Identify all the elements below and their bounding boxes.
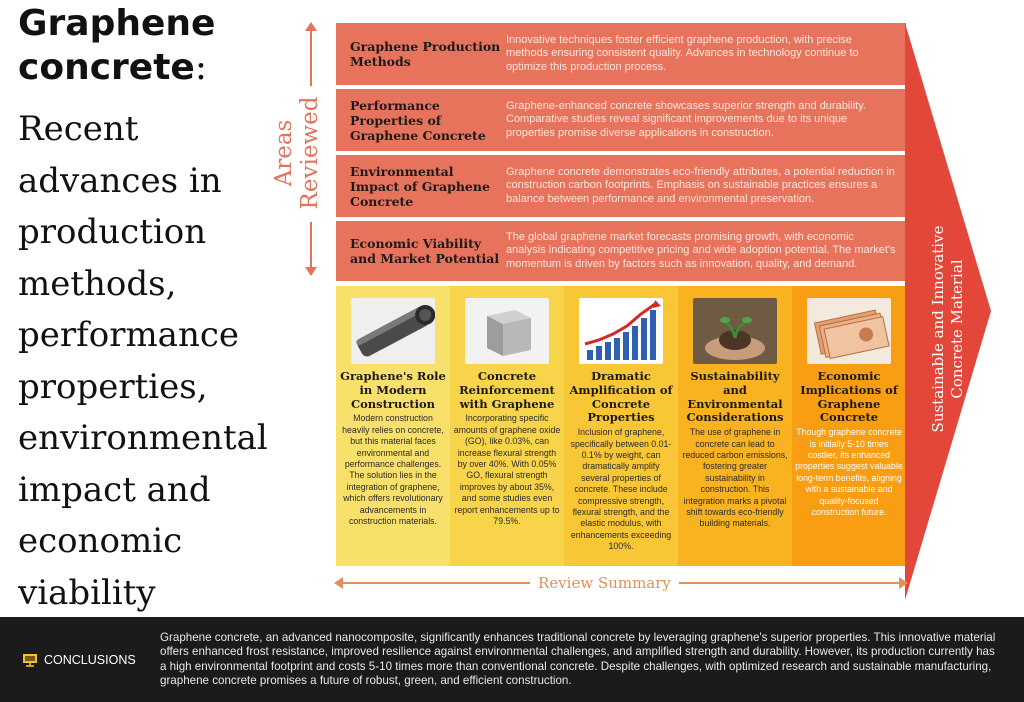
area-title: Environmental Impact of Graphene Concrete (350, 163, 490, 209)
subtitle-line: Recent (18, 109, 139, 149)
summary-body: Inclusion of graphene, specifically between 0.01-0.1% by weight, can dramatically amplify several properties of concrete. These include compressive strength, flexural strength, and the elastic modulus, with enhancements exceeding 100%. (570, 427, 672, 552)
subtitle-line: performance (18, 315, 240, 355)
summary-body: Though graphene concrete is initially 5-10 times costlier, its enhanced properties suggest valuable long-term benefits, aligning with a sustainable and quality-focused construction future. (795, 427, 903, 518)
areas-reviewed-label (262, 88, 332, 218)
down-arrow-icon (310, 222, 312, 272)
conclusions-bar (0, 617, 1024, 702)
growth-chart-image (579, 298, 663, 364)
subtitle-line: environmental (18, 418, 268, 458)
sustainable-material-arrow (905, 23, 991, 600)
review-summary-panel (336, 286, 906, 566)
area-description: The global graphene market forecasts promising growth, with economic analysis indicating competitive pricing and wide adoption potential. The market's momentum is driven by factors such as innovation, quality, and demand. (506, 230, 896, 270)
area-row-environmental (336, 155, 906, 217)
area-title: Graphene Production Methods (350, 39, 501, 69)
area-row-production (336, 23, 906, 85)
area-title: Performance Properties of Graphene Concrete (350, 97, 486, 143)
subtitle-line: properties, (18, 366, 208, 407)
summary-column-economic (792, 286, 906, 566)
arrow-label-line-2: Concrete Material (948, 259, 966, 399)
summary-column-amplification (564, 286, 678, 566)
subtitle-line: impact and (18, 469, 211, 510)
title-word-concrete: concrete (18, 47, 195, 88)
area-title: Economic Viability and Market Potential (350, 236, 500, 266)
summary-title: Sustainability and Environmental Considerations (686, 369, 784, 425)
conclusions-heading (0, 653, 160, 667)
summary-title: Concrete Reinforcement with Graphene (459, 369, 555, 411)
summary-body: Modern construction heavily relies on concrete, but this material faces environmental and performance challenges. The solution lies in the integration of graphene, which offers revolutionary advancements in construction materials. (342, 413, 444, 527)
concrete-cube-image (465, 298, 549, 364)
areas-list (336, 23, 906, 285)
areas-label-line-1: Areas (271, 119, 297, 187)
area-description: Innovative techniques foster efficient graphene production, with precise methods ensuring consistent quality. Advances in technology continue to optimize this production process. (506, 33, 859, 73)
summary-column-role (336, 286, 450, 566)
summary-title: Dramatic Amplification of Concrete Properties (569, 369, 673, 425)
subtitle-line: viability (18, 572, 156, 613)
summary-column-sustainability (678, 286, 792, 566)
up-arrow-icon (310, 26, 312, 86)
presentation-board-icon (22, 653, 38, 666)
title-line-2 (18, 46, 318, 90)
page-title (18, 2, 318, 90)
area-description: Graphene concrete demonstrates eco-friendly attributes, a potential reduction in construction carbon footprints. Emphasis on sustainable practices ensures a balance between performance and environmental preservation. (506, 165, 895, 205)
conclusions-label: CONCLUSIONS (44, 652, 136, 667)
area-description: Graphene-enhanced concrete showcases superior strength and durability. Comparative studies reveal significant improvements due to its unique properties promise diverse applications in construction. (506, 99, 866, 139)
summary-body: The use of graphene in concrete can lead to reduced carbon emissions, fostering greater sustainability in construction. This integration marks a pivotal shift towards eco-friendly building materials. (682, 427, 788, 529)
subtitle-line: production (18, 212, 207, 252)
subtitle-line: economic (18, 521, 183, 561)
title-colon: : (194, 47, 207, 88)
summary-title: Economic Implications of Graphene Concrete (800, 369, 898, 425)
subtitle-line: methods, (18, 263, 177, 304)
areas-label-line-2: Reviewed (297, 96, 323, 210)
graphene-rod-image (351, 298, 435, 364)
summary-body: Incorporating specific amounts of graphene oxide (GO), like 0.03%, can increase flexural strength by over 40%. With 0.05% GO, flexural strength improves by about 35%, and some studies even report enhancements up to 79.5%. (453, 413, 561, 527)
arrow-label-line-1: Sustainable and Innovative (929, 225, 947, 433)
summary-column-reinforcement (450, 286, 564, 566)
euro-banknotes-image (807, 298, 891, 364)
summary-title: Graphene's Role in Modern Construction (340, 369, 446, 411)
area-row-economic (336, 221, 906, 281)
subtitle-line: advances in (18, 160, 222, 201)
hands-plant-image (693, 298, 777, 364)
area-row-performance (336, 89, 906, 151)
review-summary-label: Review Summary (530, 573, 679, 593)
title-line-1: Graphene (18, 3, 216, 44)
conclusions-text: Graphene concrete, an advanced nanocomposite, significantly enhances traditional concrete by leveraging graphene's superior properties. This innovative material offers enhanced frost resistance, improved resilience against environmental challenges, and amplified strength and durability. However, its production currently has a high environmental footprint and costs 5-10 times more than conventional concrete. Despite challenges, with optimized research and sustainable manufacturing, graphene concrete promises a future of robust, green, and efficient construction. (160, 630, 996, 687)
